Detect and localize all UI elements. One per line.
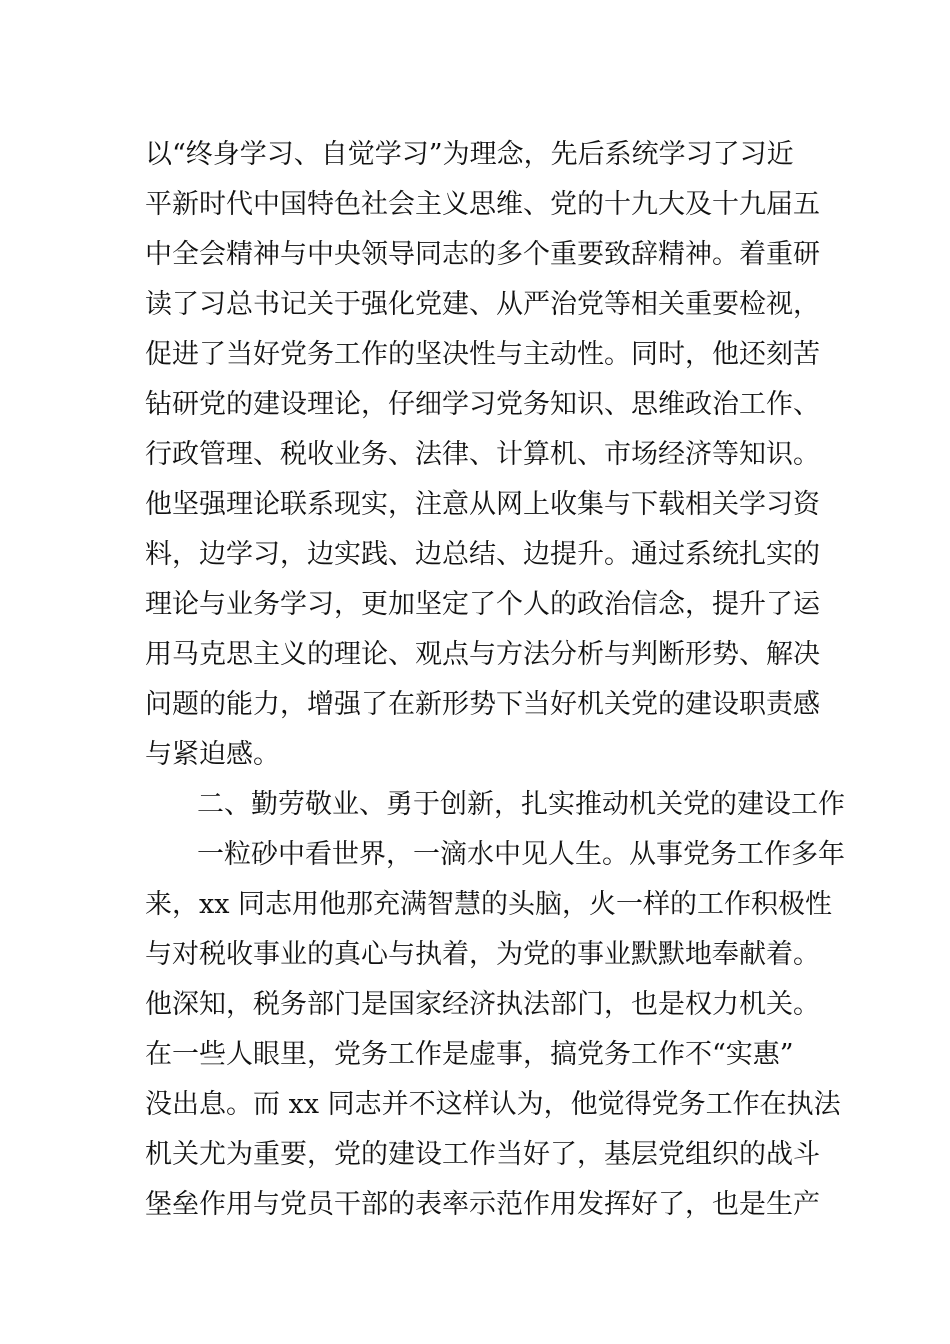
section-heading: 二、勤劳敬业、勇于创新，扎实推动机关党的建设工作: [197, 789, 845, 820]
text-line: 一粒砂中看世界，一滴水中见人生。从事党务工作多年: [197, 839, 845, 870]
text-line: 中全会精神与中央领导同志的多个重要致辞精神。着重研: [145, 239, 820, 270]
text-line: 问题的能力，增强了在新形势下当好机关党的建设职责感: [145, 689, 820, 720]
text-line: 没出息。而 xx 同志并不这样认为，他觉得党务工作在执法: [145, 1089, 841, 1120]
text-line: 堡垒作用与党员干部的表率示范作用发挥好了，也是生产: [145, 1189, 820, 1220]
text-line: 理论与业务学习，更加坚定了个人的政治信念，提升了运: [145, 589, 820, 620]
text-line: 用马克思主义的理论、观点与方法分析与判断形势、解决: [145, 639, 820, 670]
text-line: 以“终身学习、自觉学习”为理念，先后系统学习了习近: [145, 139, 794, 170]
text-line: 来，xx 同志用他那充满智慧的头脑，火一样的工作积极性: [145, 889, 833, 920]
text-line: 与对税收事业的真心与执着，为党的事业默默地奉献着。: [145, 939, 820, 970]
text-line: 行政管理、税收业务、法律、计算机、市场经济等知识。: [145, 439, 820, 470]
text-line: 他深知，税务部门是国家经济执法部门，也是权力机关。: [145, 989, 820, 1020]
text-line: 促进了当好党务工作的坚决性与主动性。同时，他还刻苦: [145, 339, 820, 370]
text-line: 在一些人眼里，党务工作是虚事，搞党务工作不“实惠”: [145, 1039, 794, 1070]
text-line: 机关尤为重要，党的建设工作当好了，基层党组织的战斗: [145, 1139, 820, 1170]
text-line: 他坚强理论联系现实，注意从网上收集与下载相关学习资: [145, 489, 820, 520]
text-line: 钻研党的建设理论，仔细学习党务知识、思维政治工作、: [145, 389, 820, 420]
text-line: 与紧迫感。: [145, 739, 280, 770]
text-line: 平新时代中国特色社会主义思维、党的十九大及十九届五: [145, 189, 820, 220]
text-line: 读了习总书记关于强化党建、从严治党等相关重要检视，: [145, 289, 820, 320]
text-line: 料，边学习，边实践、边总结、边提升。通过系统扎实的: [145, 539, 820, 570]
body-text: [145, 130, 845, 1230]
